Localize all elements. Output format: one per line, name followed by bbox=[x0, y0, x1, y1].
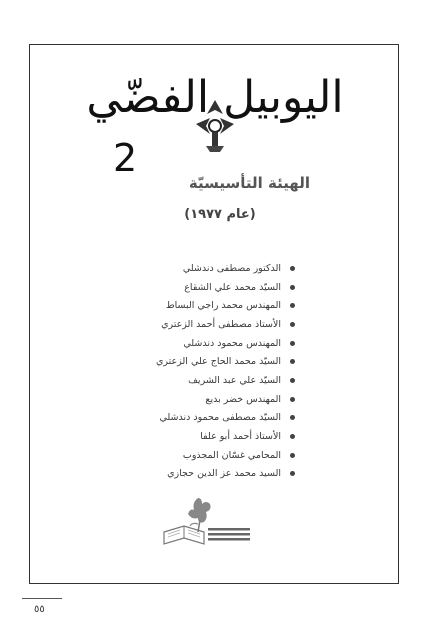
bullet-icon bbox=[290, 303, 295, 308]
page-number: ٥٥ bbox=[34, 604, 45, 615]
bullet-icon bbox=[290, 285, 295, 290]
list-item bbox=[110, 409, 295, 428]
list-item bbox=[110, 278, 295, 297]
member-name: الدكتور مصطفى دندشلي bbox=[182, 262, 281, 274]
list-item bbox=[110, 465, 295, 484]
list-item bbox=[110, 334, 295, 353]
bullet-icon bbox=[290, 266, 295, 271]
members-list bbox=[110, 259, 295, 483]
list-item bbox=[110, 446, 295, 465]
bullet-icon bbox=[290, 434, 295, 439]
list-item bbox=[110, 371, 295, 390]
page-title: اليوبيل الفضّي bbox=[86, 72, 344, 123]
bullet-icon bbox=[290, 322, 295, 327]
member-name: السيّد محمد الحاج علي الزعتري bbox=[155, 356, 281, 368]
member-name: المهندس محمود دندشلي bbox=[183, 337, 281, 349]
member-name: السيد محمد عز الدين حجازي bbox=[167, 468, 281, 480]
list-item bbox=[110, 296, 295, 315]
member-name: المهندس محمد راجي البساط bbox=[165, 300, 281, 312]
member-name: الأستاذ مصطفى أحمد الزعتري bbox=[161, 318, 281, 330]
bullet-icon bbox=[290, 397, 295, 402]
year-label: (عام ١٩٧٧) bbox=[184, 207, 256, 222]
member-name: الأستاذ أحمد أبو علفا bbox=[200, 431, 281, 443]
bullet-icon bbox=[290, 453, 295, 458]
member-name: المهندس خضر بديع bbox=[205, 393, 281, 405]
footer-rule bbox=[22, 598, 62, 599]
member-name: السيّد مصطفى محمود دندشلي bbox=[159, 412, 281, 424]
book-flower-logo-icon bbox=[160, 492, 252, 550]
bullet-icon bbox=[290, 378, 295, 383]
bullet-icon bbox=[290, 471, 295, 476]
member-name: المحامي غسّان المجذوب bbox=[182, 449, 281, 461]
list-item bbox=[110, 259, 295, 278]
member-name: السيّد محمد علي الشقاع bbox=[184, 281, 281, 293]
list-item bbox=[110, 315, 295, 334]
member-name: السيّد علي عبد الشريف bbox=[188, 374, 281, 386]
bullet-icon bbox=[290, 359, 295, 364]
section-heading: الهيئة التأسيسيّة bbox=[188, 174, 310, 192]
list-item bbox=[110, 390, 295, 409]
handwritten-number: 2 bbox=[113, 136, 138, 180]
list-item bbox=[110, 427, 295, 446]
list-item bbox=[110, 352, 295, 371]
bullet-icon bbox=[290, 415, 295, 420]
bullet-icon bbox=[290, 341, 295, 346]
